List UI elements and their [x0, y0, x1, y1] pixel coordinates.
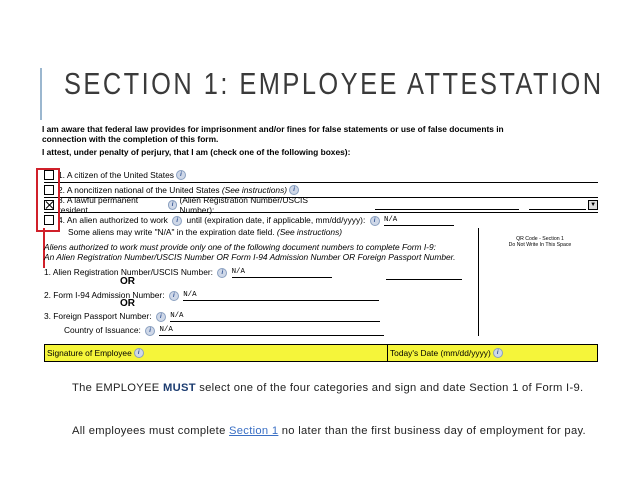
intro-text: I am aware that federal law provides for imprisonment and/or fines for false statements or use of false documents in connection with the completion of this form.	[42, 124, 504, 144]
info-icon[interactable]: i	[370, 216, 380, 226]
i94-field: 2. Form I-94 Admission Number: i N/A	[44, 290, 379, 301]
option-citizen[interactable]: 1. A citizen of the United States i	[44, 167, 598, 183]
instruction-paragraph-2: All employees must complete Section 1 no later than the first business day of employment for pay.	[72, 425, 586, 437]
or-separator: OR	[120, 276, 135, 287]
alien-registration-type-input[interactable]	[386, 270, 462, 280]
alien-registration-field: 1. Alien Registration Number/USCIS Number: i N/A	[44, 267, 332, 278]
alien-registration-input[interactable]: N/A	[232, 268, 332, 278]
country-of-issuance-field: Country of Issuance: i N/A	[64, 325, 384, 336]
info-icon[interactable]: i	[145, 326, 155, 336]
passport-field: 3. Foreign Passport Number: i N/A	[44, 311, 380, 322]
slide-title: SECTION 1: EMPLOYEE ATTESTATION	[64, 66, 604, 101]
title-accent-line	[40, 68, 42, 120]
signature-row	[44, 344, 598, 362]
or-separator: OR	[120, 298, 135, 309]
todays-date-field[interactable]: Today's Date (mm/dd/yyyy) i	[388, 345, 597, 361]
info-icon[interactable]: i	[156, 312, 166, 322]
i94-input[interactable]: N/A	[183, 291, 379, 301]
must-emphasis: MUST	[162, 382, 196, 394]
option-permanent-resident[interactable]: 3. A lawful permanent resident i (Alien Registration Number/USCIS Number): ▼	[44, 197, 598, 213]
country-of-issuance-input[interactable]: N/A	[159, 326, 384, 336]
info-icon[interactable]: i	[217, 268, 227, 278]
alien-number-type-select[interactable]	[529, 200, 587, 210]
info-icon[interactable]: i	[493, 348, 503, 358]
passport-input[interactable]: N/A	[170, 312, 380, 322]
alien-number-input[interactable]	[375, 200, 519, 210]
annotation-red-box	[36, 168, 60, 232]
attest-text: I attest, under penalty of perjury, that I am (check one of the following boxes):	[42, 147, 351, 157]
aliens-instructions: Aliens authorized to work must provide only one of the following document numbers to complete Form I-9: An Alien Registration Number/USCIS Number OR Form I-94 Admission Number OR Foreign Passport Number.	[44, 242, 456, 262]
expiration-date-input[interactable]: N/A	[384, 216, 454, 226]
option-noncitizen-national[interactable]: 2. A noncitizen national of the United States (See instructions) i	[44, 182, 598, 198]
info-icon[interactable]: i	[172, 216, 182, 226]
info-icon[interactable]: i	[134, 348, 144, 358]
info-icon[interactable]: i	[176, 170, 186, 180]
instruction-paragraph-1: The EMPLOYEE MUST select one of the four categories and sign and date Section 1 of Form I-9.	[72, 382, 584, 394]
option-alien-authorized[interactable]: 4. An alien authorized to work i until (expiration date, if applicable, mm/dd/yyyy): i N/A Some aliens may write "N/A" in the expiration date field. (See instructions)	[44, 212, 598, 241]
form-i9-section1-image	[38, 124, 600, 372]
qr-code-area: QR Code - Section 1 Do Not Write In This Space	[478, 228, 601, 336]
signature-field[interactable]: Signature of Employee i	[45, 345, 388, 361]
info-icon[interactable]: i	[289, 185, 299, 195]
info-icon[interactable]: i	[169, 291, 179, 301]
info-icon[interactable]: i	[168, 200, 178, 210]
dropdown-arrow-icon[interactable]: ▼	[590, 201, 597, 208]
section-1-link[interactable]: Section 1	[229, 425, 279, 437]
